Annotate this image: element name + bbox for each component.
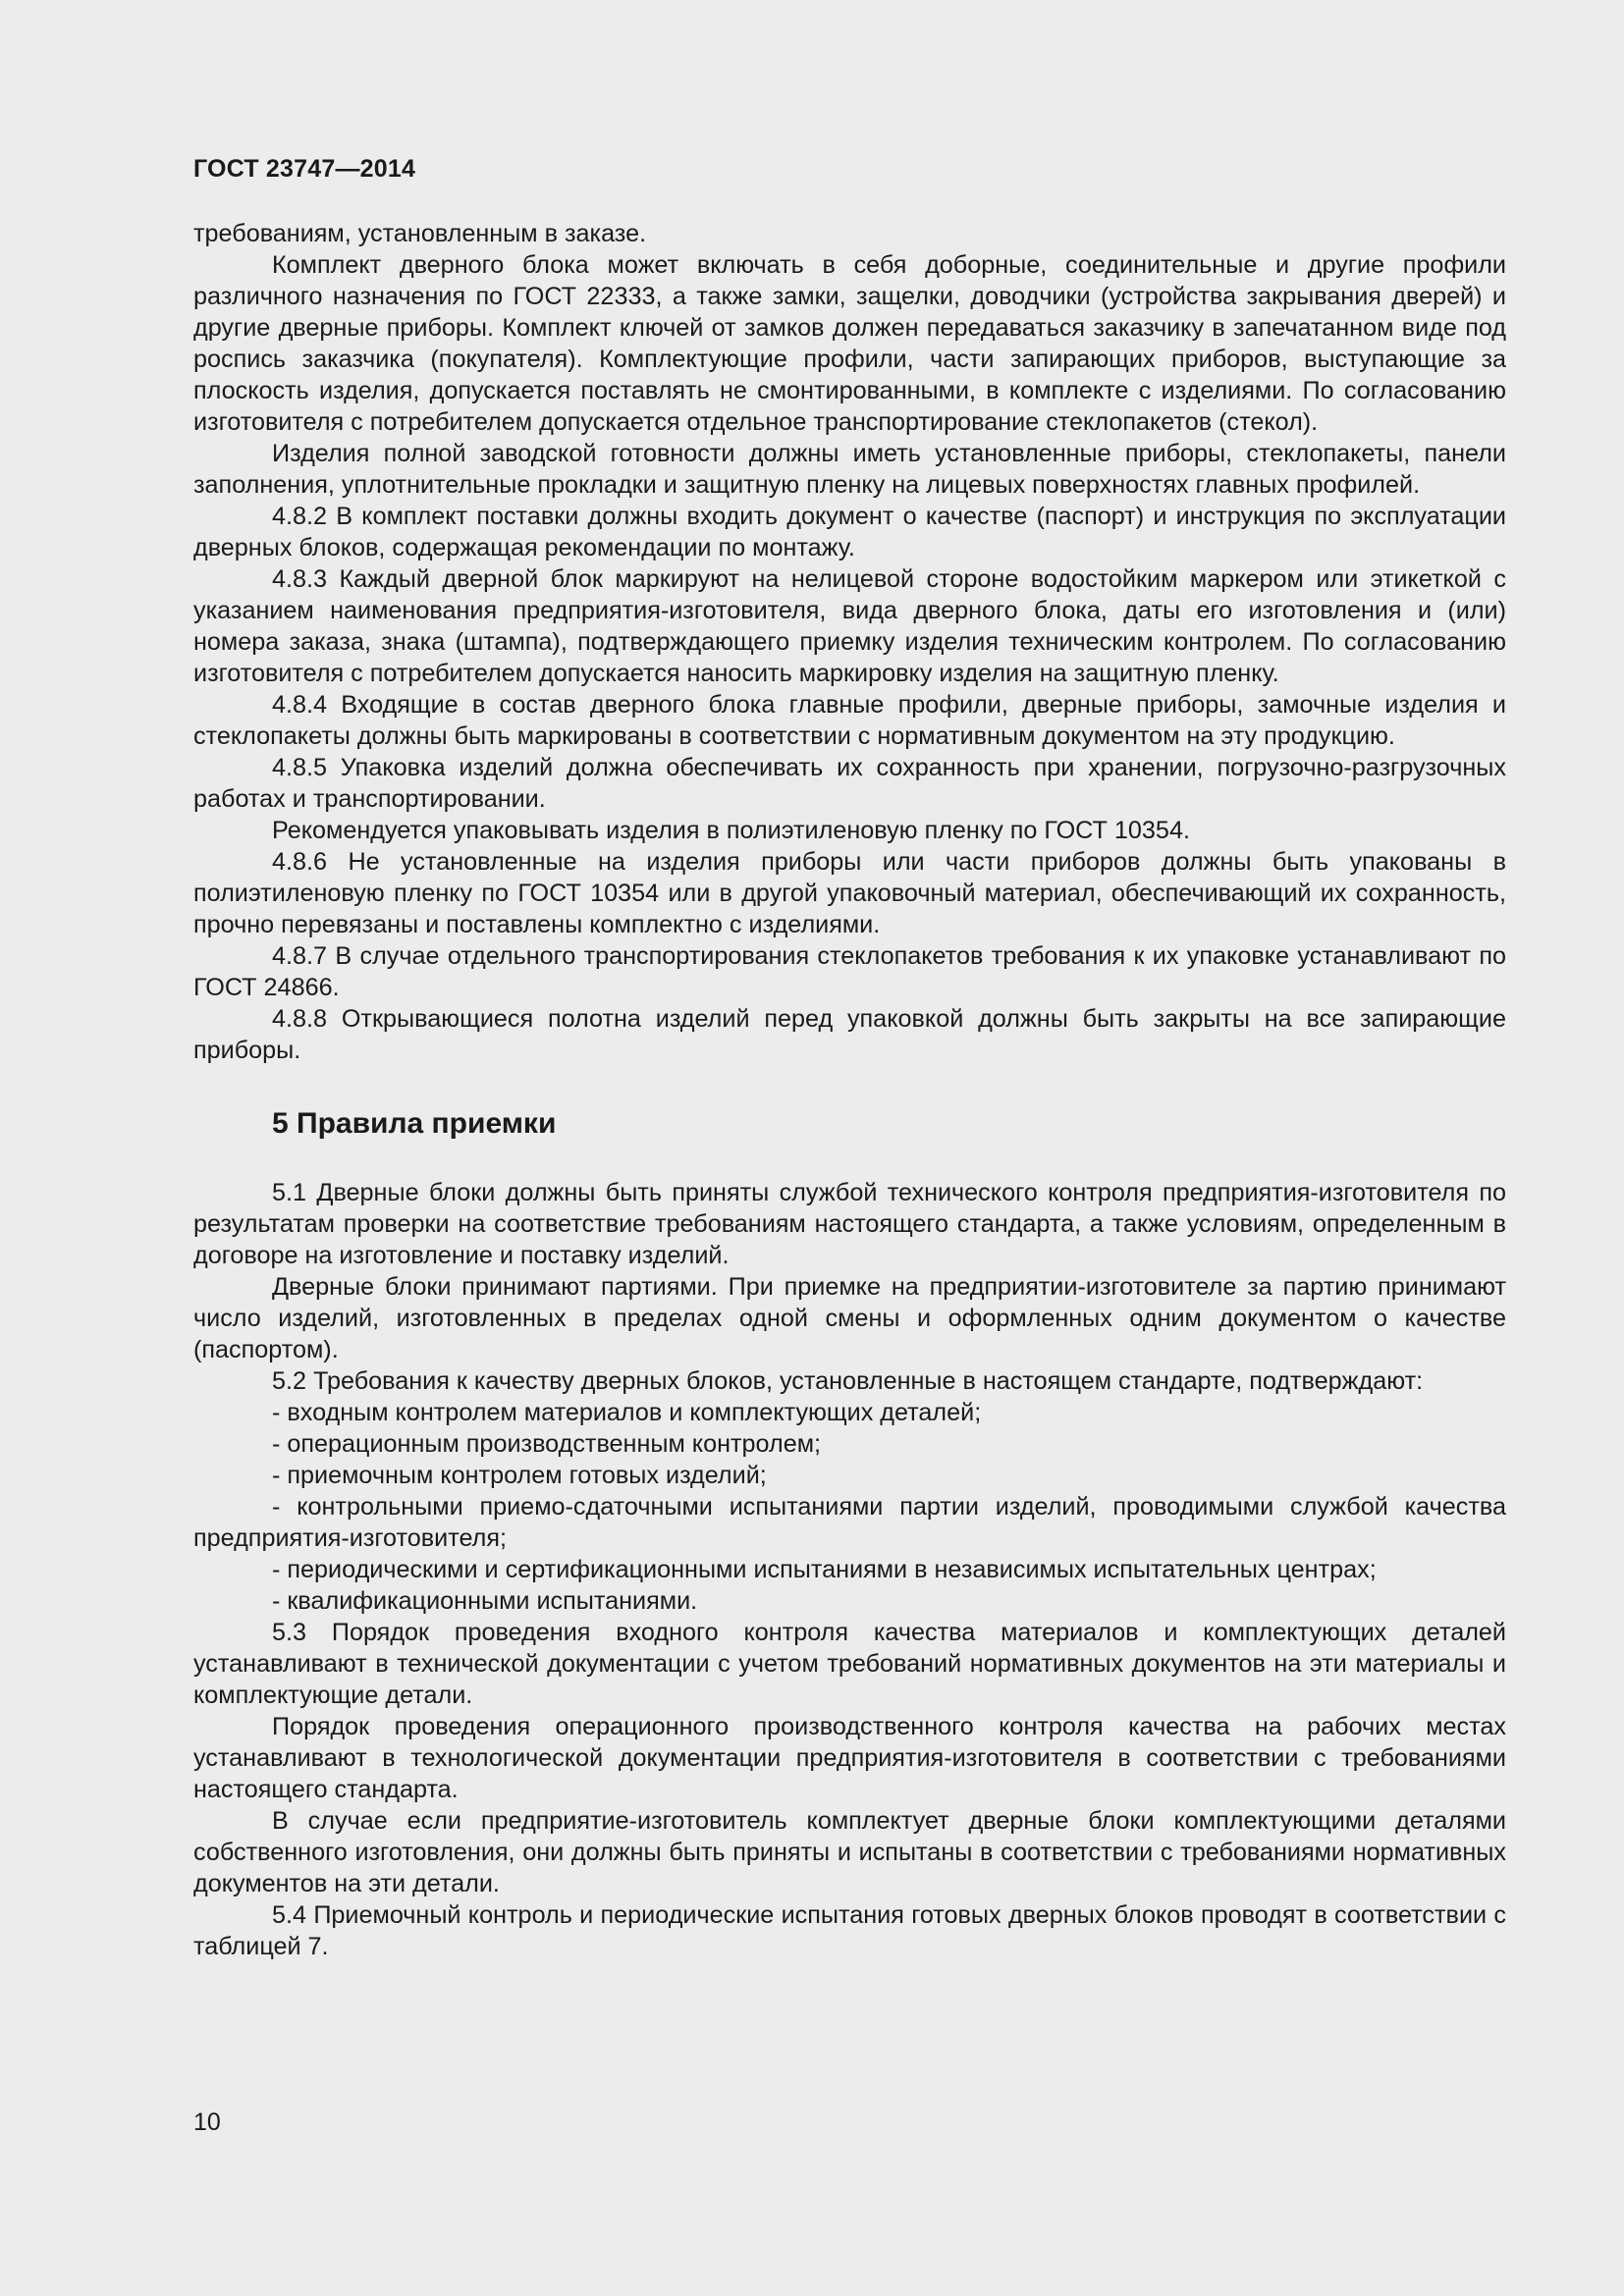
paragraph-4-8-2: 4.8.2 В комплект поставки должны входить документ о качестве (паспорт) и инструкция по эксплуатации дверных блоков, содержащая рекомендации по монтажу. <box>193 503 1506 561</box>
paragraph-kit-contents: Комплект дверного блока может включать в себя доборные, соединительные и другие профили различного назначения по ГОСТ 22333, а также замки, защелки, доводчики (устройства закрывания дверей) и другие дверные приборы. Комплект ключей от замков должен передаваться заказчику в запечатанном виде под роспись заказчика (покупателя). Комплектующие профили, части запирающих приборов, выступающие за плоскость изделия, допускается поставлять не смонтированными, в комплекте с изделиями. По согласованию изготовителя с потребителем допускается отдельное транспортирование стеклопакетов (стекол). <box>193 251 1506 436</box>
list-item: - входным контролем материалов и комплектующих деталей; <box>272 1399 982 1426</box>
paragraph-continuation: требованиям, установленным в заказе. <box>193 220 647 247</box>
paragraph-5-4: 5.4 Приемочный контроль и периодические испытания готовых дверных блоков проводят в соответствии с таблицей 7. <box>193 1901 1506 1960</box>
list-item: - приемочным контролем готовых изделий; <box>272 1462 767 1489</box>
list-item: - периодическими и сертификационными испытаниями в независимых испытательных центрах; <box>272 1556 1377 1583</box>
paragraph-lots: Дверные блоки принимают партиями. При приемке на предприятии-изготовителе за партию принимают число изделий, изготовленных в пределах одной смены и оформленных одним документом о качестве (паспортом). <box>193 1273 1506 1363</box>
document-body <box>193 218 1506 1962</box>
paragraph-5-1: 5.1 Дверные блоки должны быть приняты службой технического контроля предприятия-изготовителя по результатам проверки на соответствие требованиям настоящего стандарта, а также условиям, определенным в договоре на изготовление и поставку изделий. <box>193 1179 1506 1269</box>
paragraph-4-8-4: 4.8.4 Входящие в состав дверного блока главные профили, дверные приборы, замочные изделия и стеклопакеты должны быть маркированы в соответствии с нормативным документом на эту продукцию. <box>193 691 1506 750</box>
list-item: - контрольными приемо-сдаточными испытаниями партии изделий, проводимыми службой качества предприятия-изготовителя; <box>193 1493 1506 1552</box>
paragraph-5-2: 5.2 Требования к качеству дверных блоков, установленные в настоящем стандарте, подтверждают: <box>272 1367 1424 1395</box>
paragraph-4-8-3: 4.8.3 Каждый дверной блок маркируют на нелицевой стороне водостойким маркером или этикеткой с указанием наименования предприятия-изготовителя, вида дверного блока, даты его изготовления и (или) номера заказа, знака (штампа), подтверждающего приемку изделия техническим контролем. По согласованию изготовителя с потребителем допускается наносить маркировку изделия на защитную пленку. <box>193 565 1506 687</box>
paragraph-4-8-7: 4.8.7 В случае отдельного транспортирования стеклопакетов требования к их упаковке устанавливают по ГОСТ 24866. <box>193 942 1506 1001</box>
list-item: - операционным производственным контролем; <box>272 1430 822 1458</box>
paragraph-5-3: 5.3 Порядок проведения входного контроля качества материалов и комплектующих деталей устанавливают в технической документации с учетом требований нормативных документов на эти материалы и комплектующие детали. <box>193 1619 1506 1709</box>
paragraph-4-8-6: 4.8.6 Не установленные на изделия приборы или части приборов должны быть упакованы в полиэтиленовую пленку по ГОСТ 10354 или в другой упаковочный материал, обеспечивающий их сохранность, прочно перевязаны и поставлены комплектно с изделиями. <box>193 848 1506 938</box>
paragraph-own-parts: В случае если предприятие-изготовитель комплектует дверные блоки комплектующими деталями собственного изготовления, они должны быть приняты и испытаны в соответствии с требованиями нормативных документов на эти детали. <box>193 1807 1506 1897</box>
list-item: - квалификационными испытаниями. <box>272 1587 698 1615</box>
page-number: 10 <box>193 2109 221 2136</box>
paragraph-4-8-8: 4.8.8 Открывающиеся полотна изделий перед упаковкой должны быть закрыты на все запирающие приборы. <box>193 1005 1506 1064</box>
document-header: ГОСТ 23747—2014 <box>193 155 416 183</box>
paragraph-factory-ready: Изделия полной заводской готовности должны иметь установленные приборы, стеклопакеты, панели заполнения, уплотнительные прокладки и защитную пленку на лицевых поверхностях главных профилей. <box>193 440 1506 499</box>
paragraph-packing-recommendation: Рекомендуется упаковывать изделия в полиэтиленовую пленку по ГОСТ 10354. <box>272 817 1190 844</box>
paragraph-operational-control: Порядок проведения операционного производственного контроля качества на рабочих местах устанавливают в технологической документации предприятия-изготовителя в соответствии с требованиями настоящего стандарта. <box>193 1713 1506 1803</box>
section-heading: 5 Правила приемки <box>272 1107 557 1140</box>
paragraph-4-8-5: 4.8.5 Упаковка изделий должна обеспечивать их сохранность при хранении, погрузочно-разгрузочных работах и транспортировании. <box>193 754 1506 813</box>
